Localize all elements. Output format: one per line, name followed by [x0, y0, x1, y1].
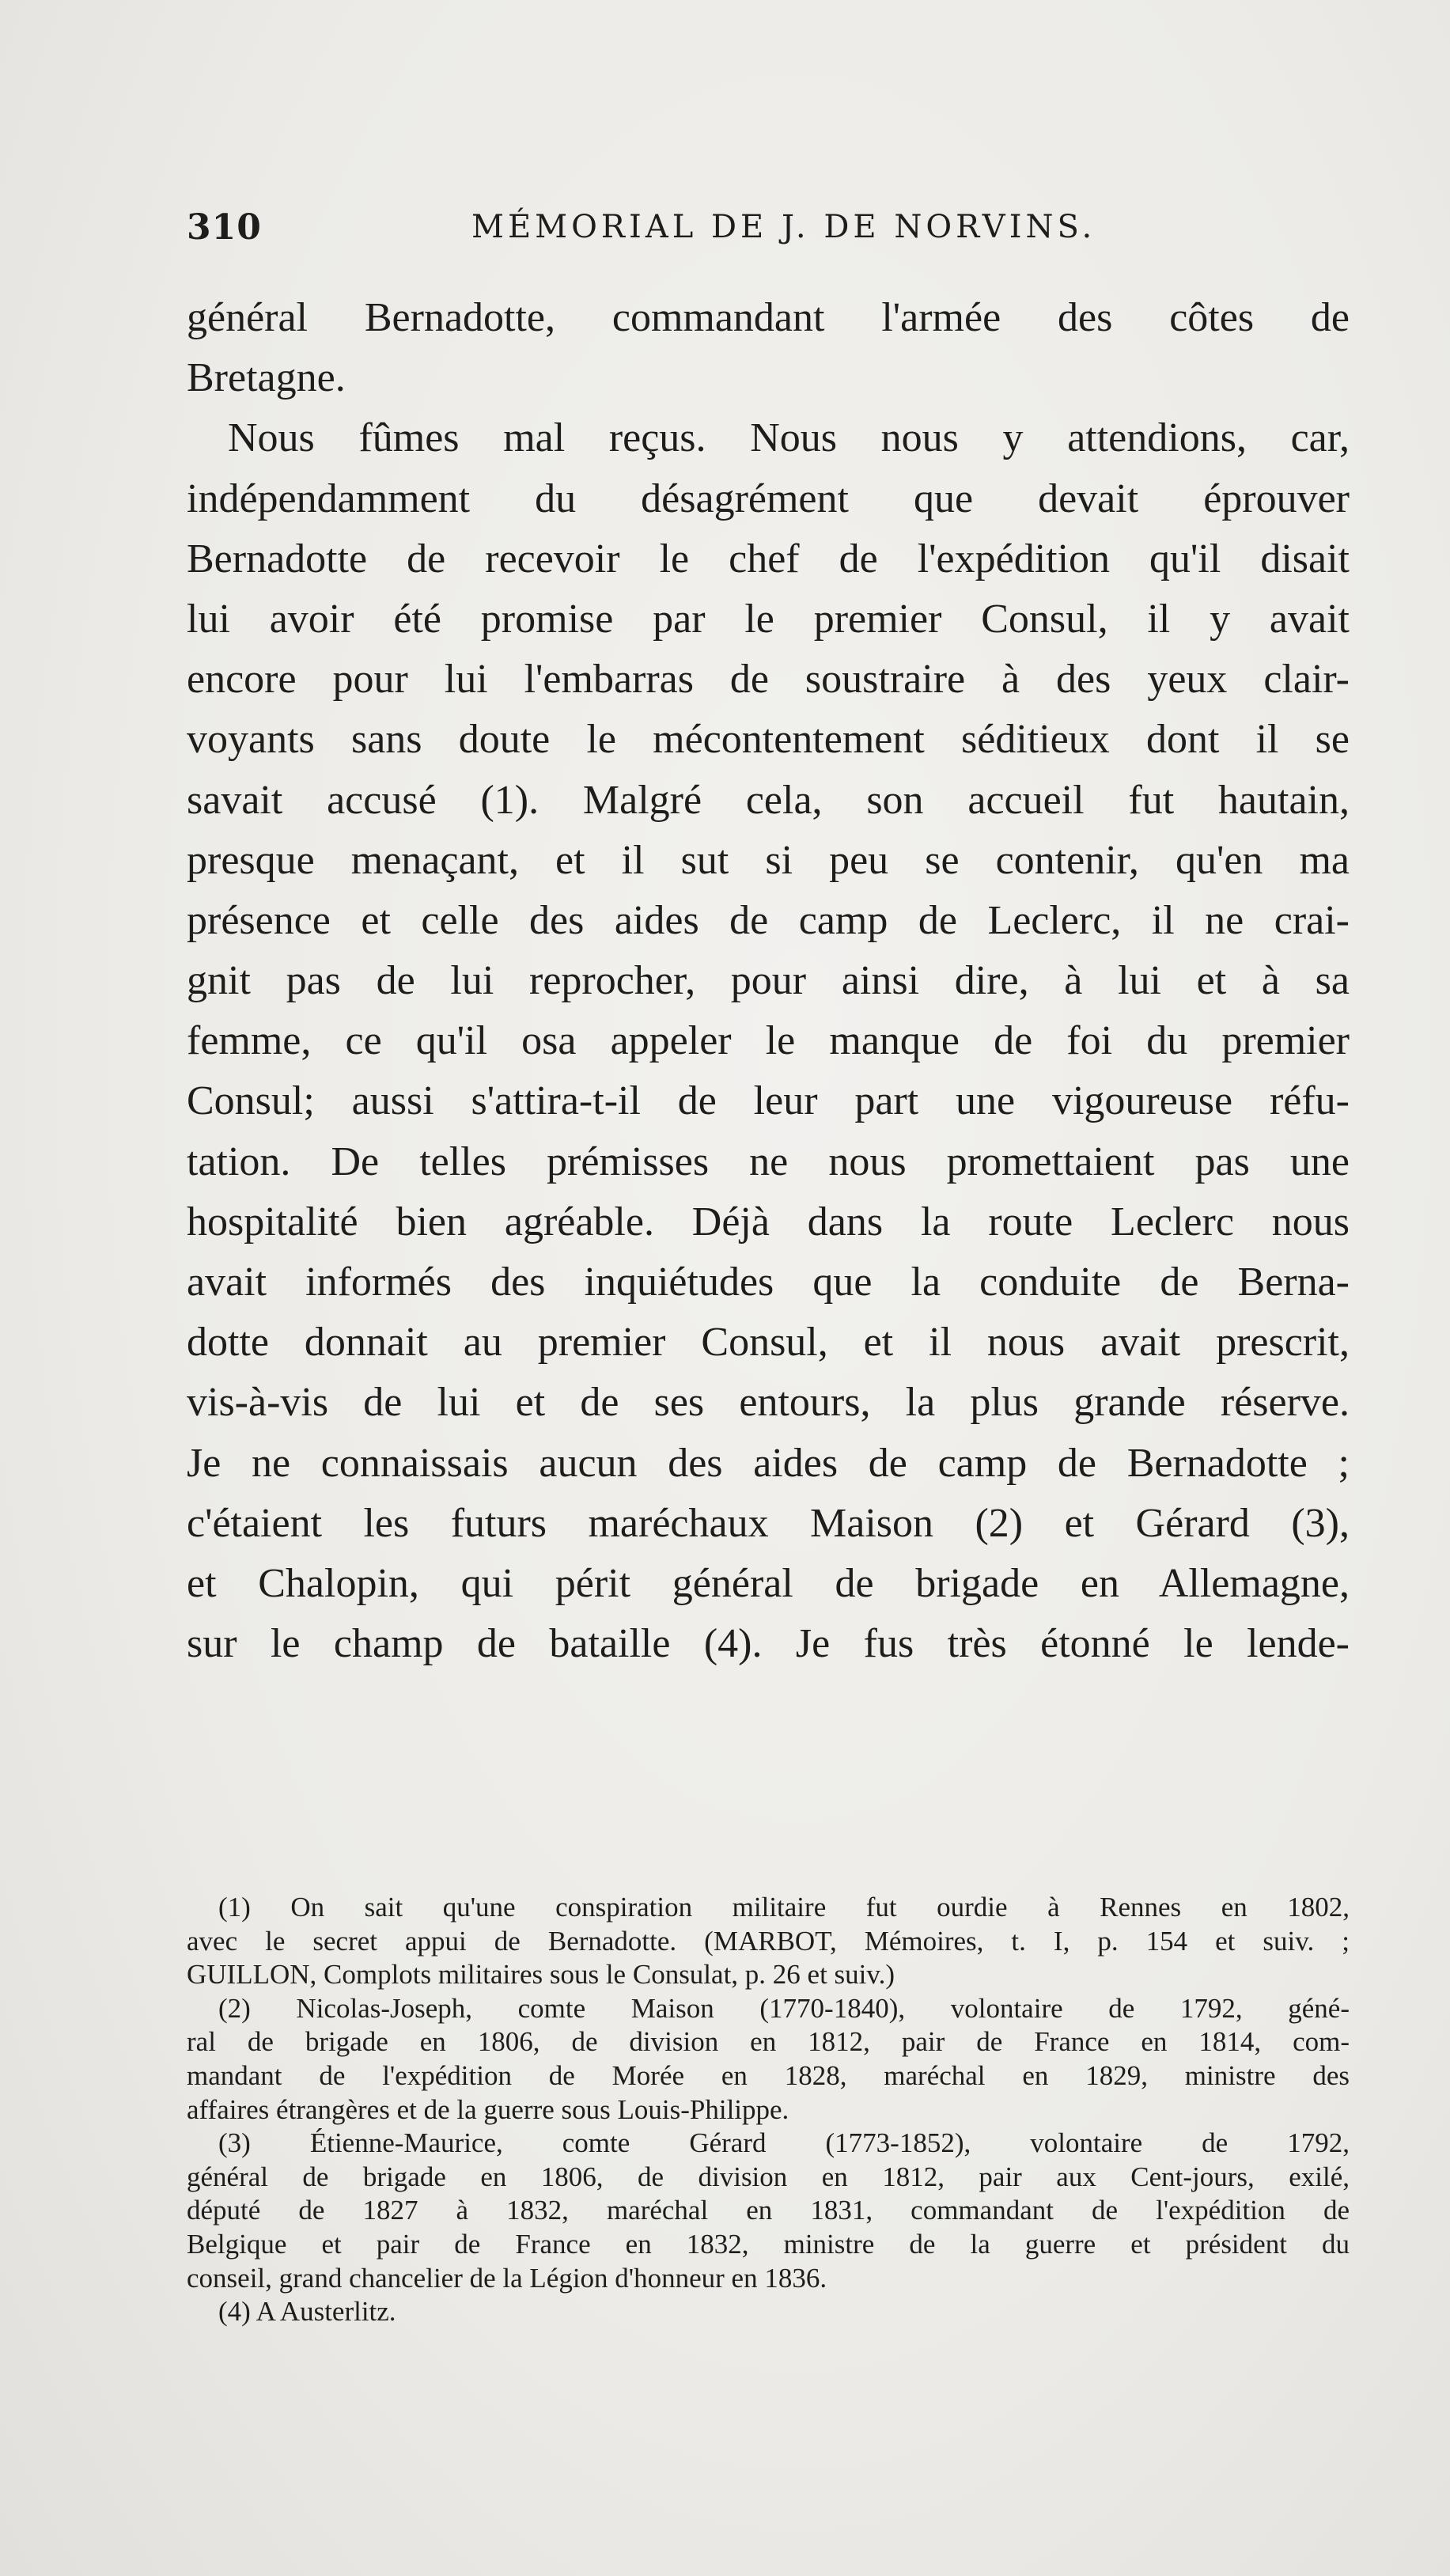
- text-line: gnit pas de lui reprocher, pour ainsi dire, à lui et à sa: [187, 958, 1350, 1004]
- running-head: MÉMORIAL DE J. DE NORVINS.: [471, 209, 1096, 245]
- page-header: [187, 207, 1326, 263]
- footnote-line: Belgique et pair de France en 1832, ministre de la guerre et président du: [187, 2228, 1350, 2260]
- text-line: Nous fûmes mal reçus. Nous nous y attendions, car,: [228, 415, 1350, 461]
- text-line: hospitalité bien agréable. Déjà dans la route Leclerc nous: [187, 1199, 1350, 1244]
- main-text: [187, 288, 1350, 1674]
- text-line: voyants sans doute le mécontentement séditieux dont il se: [187, 717, 1350, 763]
- text-line: vis-à-vis de lui et de ses entours, la plus grande réserve.: [187, 1380, 1350, 1426]
- text-line: presque menaçant, et il sut si peu se contenir, qu'en ma: [187, 837, 1350, 883]
- footnotes: [187, 1891, 1350, 2329]
- text-line: sur le champ de bataille (4). Je fus très étonné le lende-: [187, 1621, 1350, 1667]
- text-line: Je ne connaissais aucun des aides de camp de Bernadotte ;: [187, 1440, 1350, 1486]
- footnote-line: (2) Nicolas-Joseph, comte Maison (1770-1840), volontaire de 1792, géné-: [218, 1992, 1350, 2024]
- footnote-line: général de brigade en 1806, de division en 1812, pair aux Cent-jours, exilé,: [187, 2161, 1350, 2192]
- text-line: et Chalopin, qui périt général de brigade en Allemagne,: [187, 1560, 1350, 1606]
- text-line: savait accusé (1). Malgré cela, son accueil fut hautain,: [187, 777, 1350, 823]
- text-line: Consul; aussi s'attira-t-il de leur part une vigoureuse réfu-: [187, 1078, 1350, 1124]
- text-line: c'étaient les futurs maréchaux Maison (2) et Gérard (3),: [187, 1500, 1350, 1546]
- footnote-line: affaires étrangères et de la guerre sous Louis-Philippe.: [187, 2093, 789, 2125]
- footnote-line: conseil, grand chancelier de la Légion d'honneur en 1836.: [187, 2262, 827, 2294]
- footnote-line: (4) A Austerlitz.: [218, 2296, 396, 2328]
- page-number: 310: [187, 207, 262, 248]
- text-line: femme, ce qu'il osa appeler le manque de foi du premier: [187, 1018, 1350, 1064]
- text-line: avait informés des inquiétudes que la conduite de Berna-: [187, 1260, 1350, 1305]
- text-line: encore pour lui l'embarras de soustraire à des yeux clair-: [187, 657, 1350, 703]
- footnote-line: GUILLON, Complots militaires sous le Consulat, p. 26 et suiv.): [187, 1959, 895, 1991]
- text-line: général Bernadotte, commandant l'armée des côtes de: [187, 295, 1350, 340]
- footnote-line: député de 1827 à 1832, maréchal en 1831, commandant de l'expédition de: [187, 2195, 1350, 2226]
- text-line: présence et celle des aides de camp de Leclerc, il ne crai-: [187, 897, 1350, 943]
- text-line: Bernadotte de recevoir le chef de l'expédition qu'il disait: [187, 536, 1350, 581]
- footnote-line: avec le secret appui de Bernadotte. (MARBOT, Mémoires, t. I, p. 154 et suiv. ;: [187, 1925, 1350, 1957]
- footnote-line: ral de brigade en 1806, de division en 1812, pair de France en 1814, com-: [187, 2026, 1350, 2058]
- text-line: tation. De telles prémisses ne nous promettaient pas une: [187, 1138, 1350, 1184]
- text-line: Bretagne.: [187, 355, 346, 401]
- footnote-line: (3) Étienne-Maurice, comte Gérard (1773-1852), volontaire de 1792,: [218, 2127, 1350, 2159]
- text-line: indépendamment du désagrément que devait éprouver: [187, 475, 1350, 521]
- footnote-line: mandant de l'expédition de Morée en 1828, maréchal en 1829, ministre des: [187, 2059, 1350, 2091]
- footnote-line: (1) On sait qu'une conspiration militaire fut ourdie à Rennes en 1802,: [218, 1892, 1350, 1923]
- text-line: lui avoir été promise par le premier Consul, il y avait: [187, 596, 1350, 642]
- text-line: dotte donnait au premier Consul, et il nous avait prescrit,: [187, 1320, 1350, 1366]
